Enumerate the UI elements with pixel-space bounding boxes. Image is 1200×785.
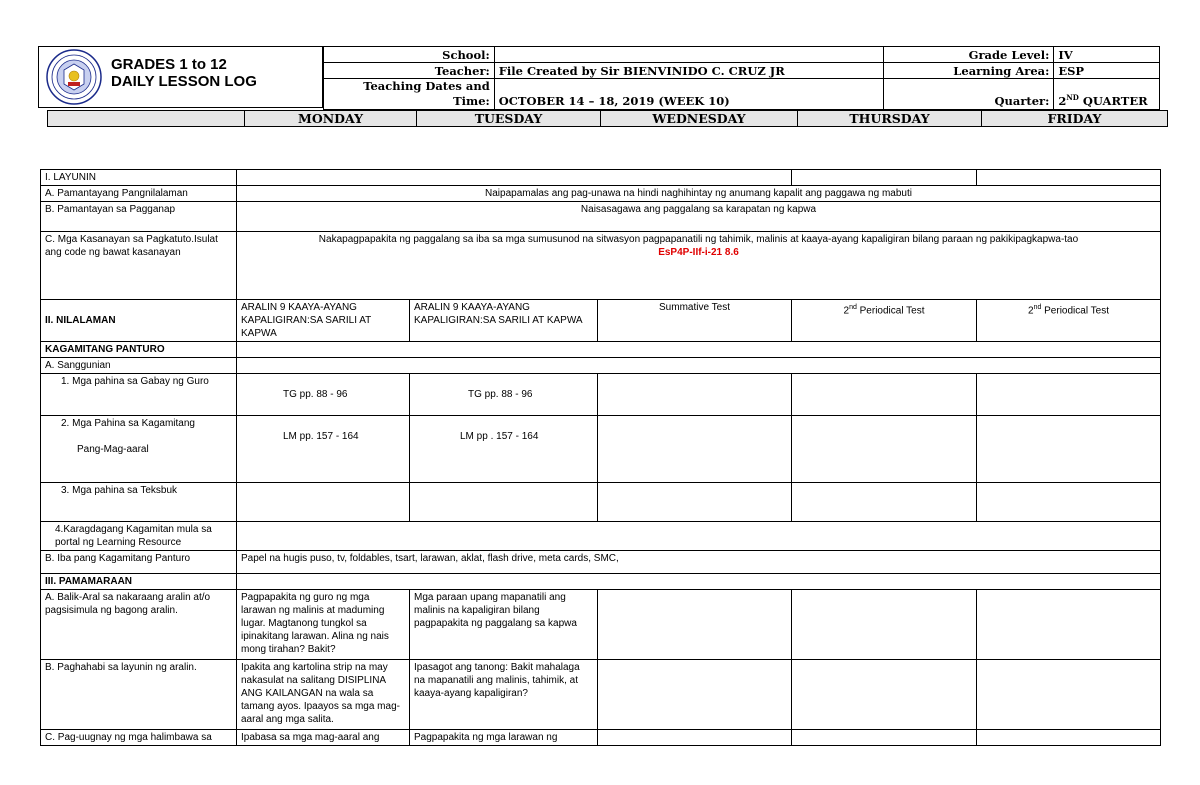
paghahabi-tuesday: Ipasagot ang tanong: Bakit mahalaga na mapanatili ang malinis, tahimik, at kaaya-ayang kapaligiran?: [410, 660, 598, 730]
kagamitang-label-1: 2. Mga Pahina sa Kagamitang: [61, 418, 195, 429]
iba-label: B. Iba pang Kagamitang Panturo: [41, 551, 237, 574]
day-header-blank: [48, 111, 245, 127]
form-title-line1: GRADES 1 to 12: [111, 56, 227, 73]
table-row: [41, 522, 1161, 551]
periodical-num-fri: 2: [1028, 305, 1034, 317]
table-row: [41, 660, 1161, 730]
day-monday: MONDAY: [245, 111, 417, 127]
nilalaman-label: II. NILALAMAN: [41, 300, 237, 342]
paghahabi-monday: Ipakita ang kartolina strip na may nakasulat na salitang DISIPLINA ANG KAILANGAN na wala sa tamang ayos. Ipaayos sa mga mag-aaral ang mga salita.: [237, 660, 410, 730]
nilalaman-monday: ARALIN 9 KAAYA-AYANG KAPALIGIRAN:SA SARILI AT KAPWA: [237, 300, 410, 342]
learning-area-value: ESP: [1054, 63, 1160, 79]
paghahabi-label: B. Paghahabi sa layunin ng aralin.: [41, 660, 237, 730]
lesson-log-table: [40, 169, 1161, 746]
table-row: [41, 358, 1161, 374]
teaching-dates-label-2: Time:: [453, 94, 490, 108]
kasanayan-code: EsP4P-IIf-i-21 8.6: [658, 247, 739, 258]
day-wednesday: WEDNESDAY: [601, 111, 798, 127]
periodical-sup-fri: nd: [1033, 304, 1042, 311]
header-info-table: [323, 46, 1160, 110]
quarter-value-rest: QUARTER: [1078, 94, 1148, 108]
table-row: [41, 551, 1161, 574]
nilalaman-tuesday: ARALIN 9 KAAYA-AYANG KAPALIGIRAN:SA SARILI AT KAPWA: [410, 300, 598, 342]
quarter-label: Quarter:: [883, 79, 1054, 110]
table-row: [41, 186, 1161, 202]
sanggunian-label: A. Sanggunian: [41, 358, 237, 374]
teacher-label: Teacher:: [324, 63, 495, 79]
quarter-value-num: 2: [1058, 94, 1067, 108]
periodical-rest-thu: Periodical Test: [856, 305, 925, 317]
iba-value: Papel na hugis puso, tv, foldables, tsart, larawan, aklat, flash drive, meta cards, SMC,: [237, 551, 1161, 574]
pamantayang-label: A. Pamantayang Pangnilalaman: [41, 186, 237, 202]
gabay-label: 1. Mga pahina sa Gabay ng Guro: [41, 374, 237, 416]
nilalaman-friday: [977, 300, 1161, 342]
quarter-value: [1054, 79, 1160, 110]
balik-label: A. Balik-Aral sa nakaraang aralin at/o pagsisimula ng bagong aralin.: [41, 590, 237, 660]
section-pamamaraan: III. PAMAMARAAN: [41, 574, 237, 590]
gabay-monday: TG pp. 88 - 96: [237, 374, 410, 416]
nilalaman-wednesday: Summative Test: [598, 300, 792, 342]
teaching-dates-label-1: Teaching Dates and: [363, 79, 490, 93]
table-row: [41, 342, 1161, 358]
teaching-dates-label: [324, 79, 495, 110]
periodical-sup-thu: nd: [849, 304, 857, 311]
gabay-tuesday: TG pp. 88 - 96: [410, 374, 598, 416]
table-row: [41, 202, 1161, 232]
teacher-value: File Created by Sir BIENVINIDO C. CRUZ JR: [494, 63, 883, 79]
pag-uugnay-tuesday: Pagpapakita ng mga larawan ng: [410, 730, 598, 746]
table-row: [41, 374, 1161, 416]
grade-level-label: Grade Level:: [883, 47, 1054, 63]
periodical-rest-fri: Periodical Test: [1041, 305, 1109, 317]
kasanayan-cell: [237, 232, 1161, 300]
pag-uugnay-label: C. Pag-uugnay ng mga halimbawa sa: [41, 730, 237, 746]
kagamitang-label: [41, 416, 237, 483]
section-layunin: I. LAYUNIN: [41, 170, 237, 186]
table-row: [41, 170, 1161, 186]
karagdagang-label: 4.Karagdagang Kagamitan mula sa portal ng Learning Resource: [41, 522, 237, 551]
balik-tuesday: Mga paraan upang mapanatili ang malinis na kapaligiran bilang pagpapakita ng paggalang sa kapwa: [410, 590, 598, 660]
balik-monday: Pagpapakita ng guro ng mga larawan ng malinis at maduming lugar. Magtanong tungkol sa ipinakitang larawan. Alina ng nais mong tirahan? Bakit?: [237, 590, 410, 660]
periodical-num-thu: 2: [843, 305, 850, 317]
school-value: [494, 47, 883, 63]
pagganap-value: Naisasagawa ang paggalang sa karapatan ng kapwa: [237, 202, 1161, 232]
day-thursday: THURSDAY: [798, 111, 982, 127]
form-title-line2: DAILY LESSON LOG: [111, 73, 257, 90]
table-row: [41, 590, 1161, 660]
learning-area-label: Learning Area:: [883, 63, 1054, 79]
day-tuesday: TUESDAY: [417, 111, 601, 127]
table-row: [41, 232, 1161, 300]
pamantayang-value: Naipapamalas ang pag-unawa na hindi naghihintay ng anumang kapalit ang paggawa ng mabuti: [237, 186, 1161, 202]
table-row: [41, 730, 1161, 746]
day-header-table: [47, 110, 1168, 127]
grade-level-value: IV: [1054, 47, 1160, 63]
kagamitang-label-2: Pang-Mag-aaral: [77, 444, 149, 455]
school-label: School:: [324, 47, 495, 63]
teaching-dates-value: OCTOBER 14 – 18, 2019 (WEEK 10): [494, 79, 883, 110]
pag-uugnay-monday: Ipabasa sa mga mag-aaral ang: [237, 730, 410, 746]
kagamitang-heading: KAGAMITANG PANTURO: [41, 342, 237, 358]
deped-seal-icon: [42, 48, 106, 106]
kagamitang-monday: LM pp. 157 - 164: [237, 416, 410, 483]
table-row: [41, 483, 1161, 522]
kagamitang-tuesday: LM pp . 157 - 164: [410, 416, 598, 483]
nilalaman-thursday: [792, 300, 977, 342]
table-row: [41, 574, 1161, 590]
day-friday: FRIDAY: [982, 111, 1168, 127]
table-row: [41, 416, 1161, 483]
quarter-value-sup: ND: [1066, 93, 1079, 103]
pagganap-label: B. Pamantayan sa Pagganap: [41, 202, 237, 232]
teksbuk-label: 3. Mga pahina sa Teksbuk: [41, 483, 237, 522]
kasanayan-label: C. Mga Kasanayan sa Pagkatuto.Isulat ang code ng bawat kasanayan: [41, 232, 237, 300]
table-row: [41, 300, 1161, 342]
kasanayan-value: Nakapagpapakita ng paggalang sa iba sa mga sumusunod na sitwasyon pagpapanatili ng tahimik, malinis at kaaya-ayang kapaligiran bilang paraan ng pakikipagkapwa-tao: [318, 234, 1079, 245]
